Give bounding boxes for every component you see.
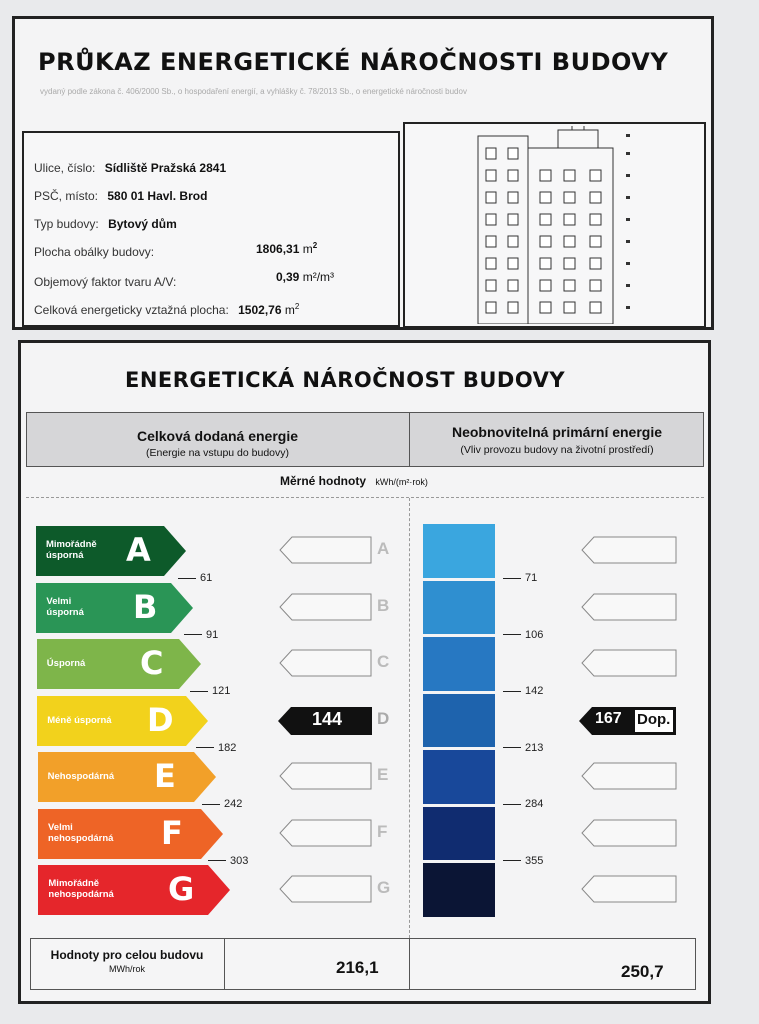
left-class-letter: A	[377, 539, 390, 558]
right-header: Neobnovitelná primární energie	[451, 424, 663, 440]
specific-values-label: Měrné hodnoty kWh/(m²·rok)	[280, 474, 428, 488]
left-threshold: 182	[196, 742, 236, 754]
right-pointer-b	[581, 593, 677, 621]
left-class-letter: D	[377, 708, 390, 728]
class-band-label: Mimořádně úsporná	[46, 539, 97, 561]
type-value: Bytový dům	[108, 217, 177, 231]
totals-divider-1	[224, 938, 225, 990]
right-pointer-g	[581, 875, 677, 903]
totals-unit: MWh/rok	[109, 964, 145, 974]
left-pointer-e	[279, 762, 372, 790]
totals-label: Hodnoty pro celou budovu	[50, 948, 204, 962]
right-value-tag: Dop.	[637, 711, 671, 728]
type-row	[34, 217, 177, 231]
right-pointer-c	[581, 649, 677, 677]
class-band-letter: E	[154, 757, 176, 795]
area-label: Celková energeticky vztažná plocha:	[34, 303, 229, 317]
left-header: Celková dodaná energie	[136, 428, 299, 444]
rating-title: ENERGETICKÁ NÁROČNOST BUDOVY	[125, 368, 566, 392]
envelope-value: 1806,31 $m^2$	[256, 241, 318, 256]
left-pointer-a	[279, 536, 372, 564]
blue-scale-segment	[423, 750, 495, 804]
street-label: Ulice, číslo:	[34, 161, 96, 175]
page-title: PRŮKAZ ENERGETICKÉ NÁROČNOSTI BUDOVY	[38, 48, 669, 76]
blue-scale-segment	[423, 637, 495, 691]
right-threshold: 142	[503, 685, 543, 697]
class-band-label: Velmi nehospodárná	[48, 821, 114, 844]
factor-label: Objemový faktor tvaru A/V:	[34, 275, 177, 289]
zip-row	[34, 189, 207, 203]
right-threshold: 106	[503, 629, 543, 641]
envelope-label: Plocha obálky budovy:	[34, 245, 155, 259]
class-band-letter: C	[140, 644, 164, 682]
zip-value: 580 01 Havl. Brod	[107, 189, 208, 203]
blue-scale-segment	[423, 694, 495, 748]
class-band-label: Velmi úsporná	[46, 595, 84, 618]
class-band-letter: G	[168, 870, 195, 908]
right-pointer-e	[581, 762, 677, 790]
left-class-letter: G	[377, 878, 391, 897]
right-subheader: (Vliv provozu budovy na životní prostředí)	[460, 444, 654, 456]
class-band-letter: F	[161, 813, 183, 852]
area-row: Celková energeticky vztažná plocha: 1502,76 $m^2$	[34, 302, 300, 317]
blue-scale-segment	[423, 524, 495, 578]
left-pointer-c	[279, 649, 372, 677]
envelope-row	[34, 245, 154, 259]
right-threshold: 71	[503, 572, 537, 584]
left-total-value: 216,1	[336, 958, 379, 977]
blue-scale-segment	[423, 581, 495, 635]
left-threshold: 91	[184, 629, 218, 641]
left-class-letter: C	[377, 652, 390, 671]
right-total-value: 250,7	[621, 962, 664, 981]
left-value: 144	[312, 709, 343, 729]
area-value: 1502,76	[238, 303, 282, 317]
right-threshold: 355	[503, 855, 543, 867]
left-threshold: 61	[178, 572, 212, 584]
zip-label: PSČ, místo:	[34, 189, 99, 203]
left-threshold: 303	[208, 855, 248, 867]
class-band-letter: B	[133, 587, 158, 626]
right-pointer-f	[581, 819, 677, 847]
left-class-letter: B	[377, 595, 390, 615]
class-band-letter: A	[126, 531, 151, 569]
left-class-letter: F	[377, 821, 388, 841]
legal-subtitle: vydaný podle zákona č. 406/2000 Sb., o hospodaření energií, a vyhlášky č. 78/2013 Sb., o energetické náročnosti budov	[40, 87, 467, 96]
street-row	[34, 161, 226, 175]
left-pointer-b	[279, 593, 372, 621]
class-band-label: Méně úsporná	[47, 714, 112, 726]
street-value: Sídliště Pražská 2841	[104, 161, 227, 175]
left-pointer-f	[279, 819, 372, 847]
right-threshold: 213	[503, 742, 543, 754]
right-pointer-a	[581, 536, 677, 564]
blue-scale-segment	[423, 807, 495, 861]
blue-scale-segment	[423, 863, 495, 917]
left-subheader: (Energie na vstupu do budovy)	[145, 447, 289, 459]
left-class-letter: E	[377, 765, 389, 784]
class-band-label: Nehospodárná	[47, 771, 115, 782]
class-band-label: Úsporná	[46, 658, 86, 669]
totals-divider-2	[409, 938, 410, 990]
left-threshold: 242	[202, 798, 242, 810]
column-divider	[409, 498, 410, 938]
class-band-letter: D	[147, 700, 174, 739]
building-drawing	[460, 126, 650, 324]
right-threshold: 284	[503, 798, 543, 810]
factor-value: 0,39 m²/m³	[276, 270, 335, 284]
right-value: 167	[595, 710, 622, 727]
type-label: Typ budovy:	[34, 217, 99, 231]
left-threshold: 121	[190, 685, 230, 697]
factor-row	[34, 275, 176, 289]
left-pointer-g	[279, 875, 372, 903]
class-band-label: Mimořádně nehospodárná	[48, 878, 114, 900]
